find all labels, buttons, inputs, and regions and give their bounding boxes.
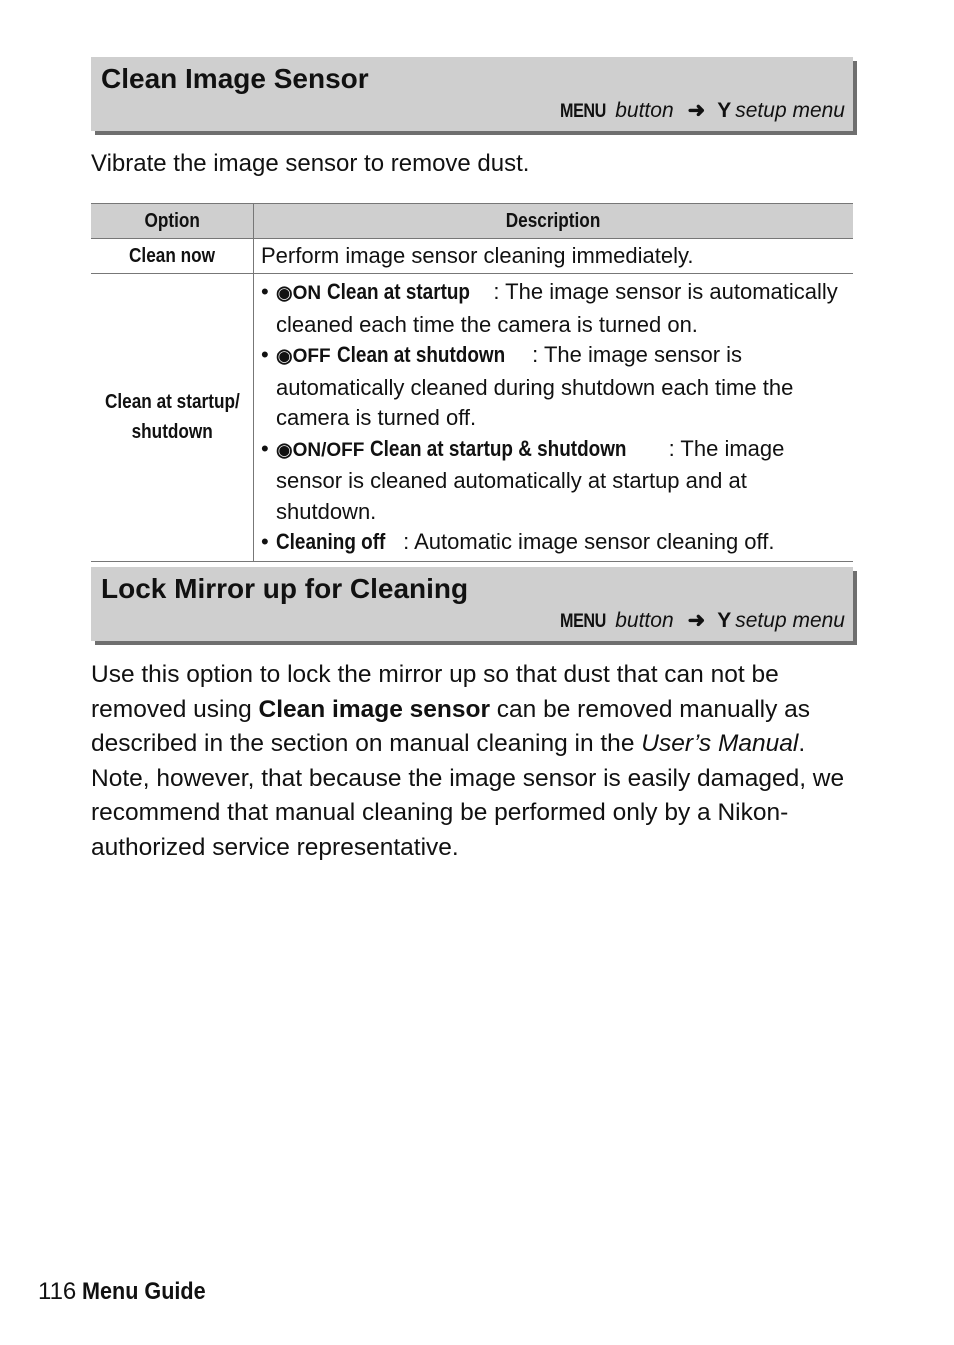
setup-menu-label: setup menu	[735, 609, 845, 632]
table-header-row	[91, 204, 853, 239]
arrow-right-icon: ➜	[687, 609, 706, 632]
option-cell: Clean now	[91, 239, 254, 274]
button-word: button	[615, 609, 674, 632]
clean-image-sensor-ref: Clean image sensor	[258, 695, 490, 723]
wrench-icon: Y	[717, 99, 732, 122]
arrow-right-icon: ➜	[687, 99, 706, 122]
wrench-icon: Y	[717, 609, 732, 632]
users-manual-ref: User’s Manual	[641, 730, 799, 757]
page-footer	[38, 1278, 220, 1306]
sensor-clean-on-off-icon: ◉ON/OFF	[276, 439, 365, 461]
intro-text: Vibrate the image sensor to remove dust.	[91, 150, 530, 177]
footer-section-title: Menu Guide	[82, 1278, 206, 1305]
menu-breadcrumb	[556, 98, 845, 123]
option-list	[254, 277, 853, 558]
options-table	[91, 203, 853, 562]
list-item: • ◉ON Clean at startup : The image sensor is automatically cleaned each time the camera is turned on.	[254, 277, 853, 340]
table-row	[91, 274, 853, 562]
table-row	[91, 239, 853, 274]
button-word: button	[615, 99, 674, 122]
description-cell	[254, 274, 854, 562]
menu-button-label: MENU	[560, 611, 607, 632]
section-header-clean-image-sensor	[91, 57, 853, 131]
description-cell: Perform image sensor cleaning immediately.	[254, 239, 854, 274]
menu-button-label: MENU	[560, 101, 607, 122]
option-cell: Clean at startup/ shutdown	[91, 274, 254, 562]
list-item: • Cleaning off : Automatic image sensor cleaning off.	[254, 527, 853, 558]
sensor-clean-on-icon: ◉ON	[276, 283, 322, 304]
sensor-clean-off-icon: ◉OFF	[276, 346, 331, 367]
list-item: • ◉OFF Clean at shutdown : The image sensor is automatically cleaned during shutdown each time the camera is turned off.	[254, 340, 853, 434]
section-title: Clean Image Sensor	[101, 63, 369, 94]
section-title: Lock Mirror up for Cleaning	[101, 573, 469, 604]
page-number: 116	[38, 1278, 77, 1305]
list-item: • ◉ON/OFF Clean at startup & shutdown : The image sensor is cleaned automatically at startup and at shutdown.	[254, 434, 853, 528]
column-header-option: Option	[91, 204, 254, 239]
section-header-lock-mirror	[91, 567, 853, 641]
menu-breadcrumb	[556, 608, 845, 633]
body-paragraph: Use this option to lock the mirror up so that dust that can not be removed using Clean image sensor can be removed manually as described in the section on manual cleaning in the User’s Manual. Note, however, that because the image sensor is easily damaged, we recommend that manual cleaning be performed only by a Nikon-authorized service representative.	[91, 661, 845, 861]
column-header-description: Description	[254, 204, 854, 239]
setup-menu-label: setup menu	[735, 99, 845, 122]
